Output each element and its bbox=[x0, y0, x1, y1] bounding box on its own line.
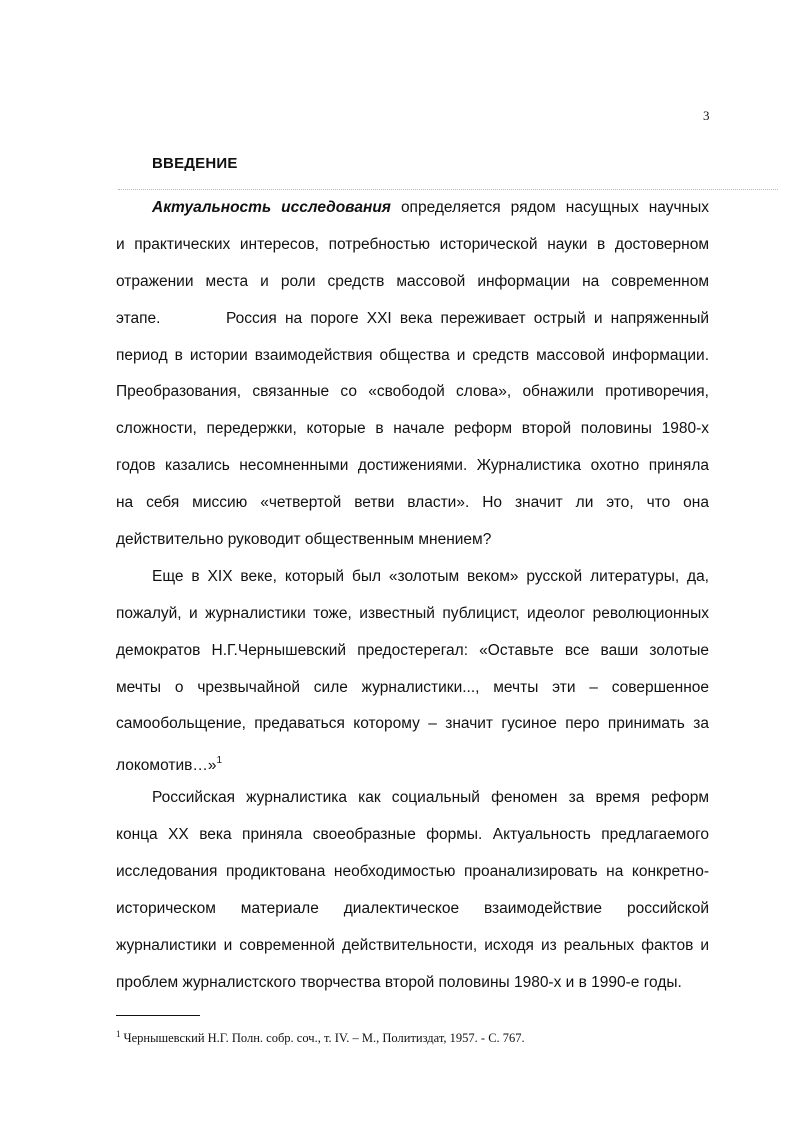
text-line: и практических интересов, потребностью исторической науки в достоверном bbox=[116, 235, 709, 253]
text-line: проблем журналистского творчества второй половины 1980-х и в 1990-е годы. bbox=[116, 973, 682, 991]
footnote-mark: 1 bbox=[116, 1029, 121, 1039]
text-line: на себя миссию «четвертой ветви власти». Но значит ли это, что она bbox=[116, 494, 709, 512]
text-line: действительно руководит общественным мнением? bbox=[116, 531, 492, 549]
paragraph-quote bbox=[116, 559, 709, 780]
body-text bbox=[116, 190, 709, 1002]
text-line: этапе. Россия на пороге XXI века переживает острый и напряженный bbox=[116, 309, 709, 327]
text-line: годов казались несомненными достижениями. Журналистика охотно приняла bbox=[116, 457, 709, 475]
text-line: отражении места и роли средств массовой информации на современном bbox=[116, 272, 709, 290]
text-line: Актуальность исследования определяется рядом насущных научных bbox=[152, 199, 709, 216]
text-line: сложности, передержки, которые в начале реформ второй половины 1980-х bbox=[116, 420, 709, 438]
text-line: пожалуй, и журналистики тоже, известный публицист, идеолог революционных bbox=[116, 604, 709, 622]
text-line: Еще в XIX веке, который был «золотым веком» русской литературы, да, bbox=[152, 567, 709, 585]
paragraph-research-goal bbox=[116, 780, 709, 1001]
text-line: период в истории взаимодействия общества и средств массовой информации. bbox=[116, 346, 709, 364]
text-line: исследования продиктована необходимостью проанализировать на конкретно- bbox=[116, 863, 709, 881]
footnote-separator bbox=[116, 1015, 200, 1016]
page-number: 3 bbox=[703, 108, 710, 123]
footnote-text: Чернышевский Н.Г. Полн. собр. соч., т. IV. – М., Политиздат, 1957. - С. 767. bbox=[123, 1031, 525, 1045]
text-line: Преобразования, связанные со «свободой слова», обнажили противоречия, bbox=[116, 383, 709, 401]
text-line: журналистики и современной действительности, исходя из реальных фактов и bbox=[116, 936, 709, 954]
text-line: локомотив…»$^1$ bbox=[116, 755, 223, 775]
text-line: историческом материале диалектическое взаимодействие российской bbox=[116, 899, 709, 917]
text-line: мечты о чрезвычайной силе журналистики..., мечты эти – совершенное bbox=[116, 678, 709, 696]
text-line: самообольщение, предаваться которому – значит гусиное перо принимать за bbox=[116, 715, 709, 733]
footnote bbox=[116, 1029, 525, 1046]
text-line: конца XX века приняла своеобразные формы. Актуальность предлагаемого bbox=[116, 826, 709, 844]
section-heading: ВВЕДЕНИЕ bbox=[152, 155, 238, 172]
paragraph-relevance bbox=[116, 190, 709, 559]
text-line: Российская журналистика как социальный феномен за время реформ bbox=[152, 789, 709, 807]
text-line: демократов Н.Г.Чернышевский предостерегал: «Оставьте все ваши золотые bbox=[116, 641, 709, 659]
footnote-reference[interactable]: 1 bbox=[216, 755, 223, 767]
lead-phrase: Актуальность исследования bbox=[152, 199, 391, 216]
